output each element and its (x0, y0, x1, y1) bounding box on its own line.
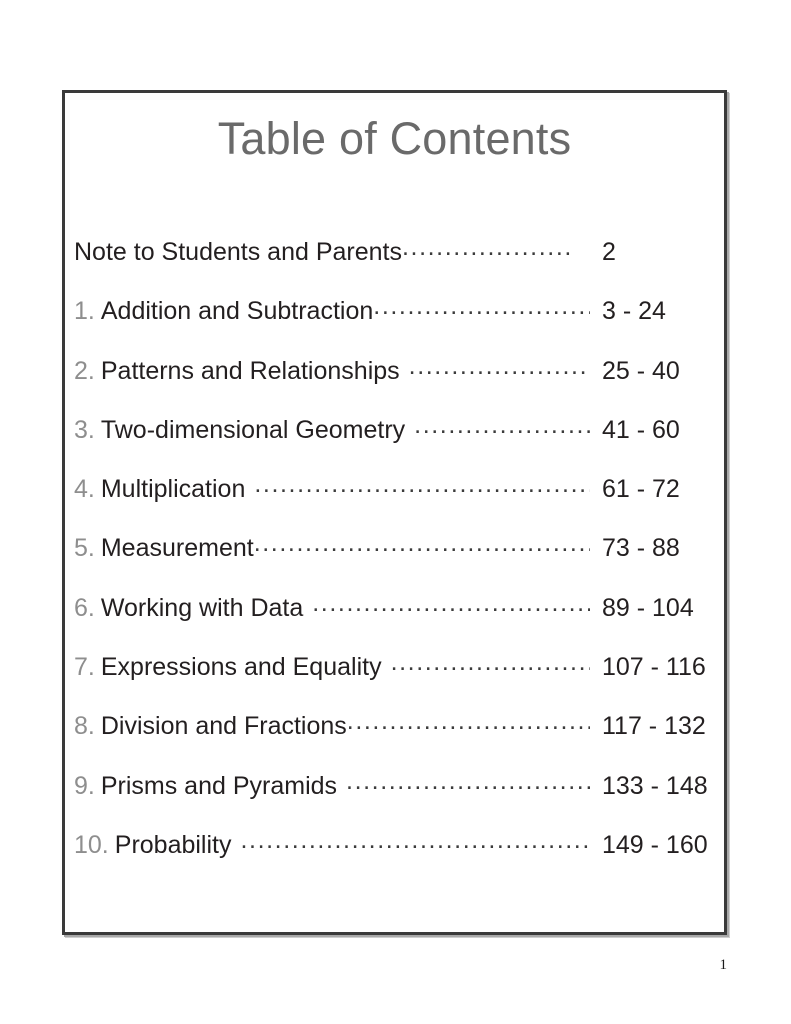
toc-entry-number: 3. (74, 415, 95, 444)
toc-dot-leader (402, 235, 570, 260)
toc-entry-pages: 3 - 24 (602, 297, 666, 326)
toc-entry[interactable] (74, 709, 720, 768)
toc-entry[interactable] (74, 413, 720, 472)
toc-dot-leader (414, 413, 590, 438)
toc-entry-label: Division and Fractions (100, 712, 347, 741)
toc-dot-leader (312, 591, 590, 616)
toc-entry-number: 1. (74, 297, 95, 326)
toc-dot-leader (409, 354, 590, 379)
toc-entry-label: Measurement (100, 534, 254, 563)
toc-entry-number: 8. (74, 712, 95, 741)
toc-entry-pages: 149 - 160 (602, 830, 708, 859)
toc-entry-number: 10. (74, 830, 109, 859)
toc-entry[interactable] (74, 472, 720, 531)
toc-entry-label: Prisms and Pyramids (100, 771, 338, 800)
toc-entry-pages: 117 - 132 (602, 712, 706, 741)
toc-entry-number: 4. (74, 475, 95, 504)
toc-entry-pages: 25 - 40 (602, 356, 680, 385)
toc-entry-label: Probability (114, 830, 232, 859)
toc-entry[interactable] (74, 591, 720, 650)
toc-entry[interactable] (74, 294, 720, 353)
toc-entry-pages: 89 - 104 (602, 593, 694, 622)
toc-entry[interactable] (74, 650, 720, 709)
toc-entry-number: 9. (74, 771, 95, 800)
toc-dot-leader (254, 531, 590, 556)
toc-entry-label: Patterns and Relationships (100, 356, 400, 385)
toc-entry-number: 5. (74, 534, 95, 563)
toc-dot-leader (346, 769, 590, 794)
toc-entry[interactable] (74, 828, 720, 887)
toc-entry[interactable] (74, 769, 720, 828)
toc-entry-number: 7. (74, 653, 95, 682)
toc-entry-pages: 2 (602, 238, 616, 266)
toc-entry[interactable] (74, 531, 720, 590)
footer-page-number: 1 (719, 957, 727, 973)
toc-entry[interactable] (74, 235, 720, 294)
toc-entry[interactable] (74, 354, 720, 413)
toc-entry-list (74, 235, 720, 887)
toc-entry-pages: 73 - 88 (602, 534, 680, 563)
page-title: Table of Contents (217, 113, 572, 164)
toc-entry-pages: 61 - 72 (602, 475, 680, 504)
toc-entry-label: Addition and Subtraction (100, 297, 374, 326)
toc-entry-label: Working with Data (100, 593, 304, 622)
toc-dot-leader (254, 472, 590, 497)
toc-entry-label: Note to Students and Parents (74, 238, 402, 266)
toc-entry-pages: 133 - 148 (602, 771, 708, 800)
toc-dot-leader (373, 294, 590, 319)
toc-dot-leader (347, 709, 590, 734)
toc-entry-number: 6. (74, 593, 95, 622)
content-frame (62, 90, 727, 935)
toc-entry-label: Multiplication (100, 475, 246, 504)
toc-entry-label: Two-dimensional Geometry (100, 415, 406, 444)
toc-entry-pages: 41 - 60 (602, 415, 680, 444)
toc-dot-leader (241, 828, 591, 853)
toc-entry-label: Expressions and Equality (100, 653, 382, 682)
toc-entry-pages: 107 - 116 (602, 653, 706, 682)
toc-dot-leader (391, 650, 590, 675)
toc-entry-number: 2. (74, 356, 95, 385)
